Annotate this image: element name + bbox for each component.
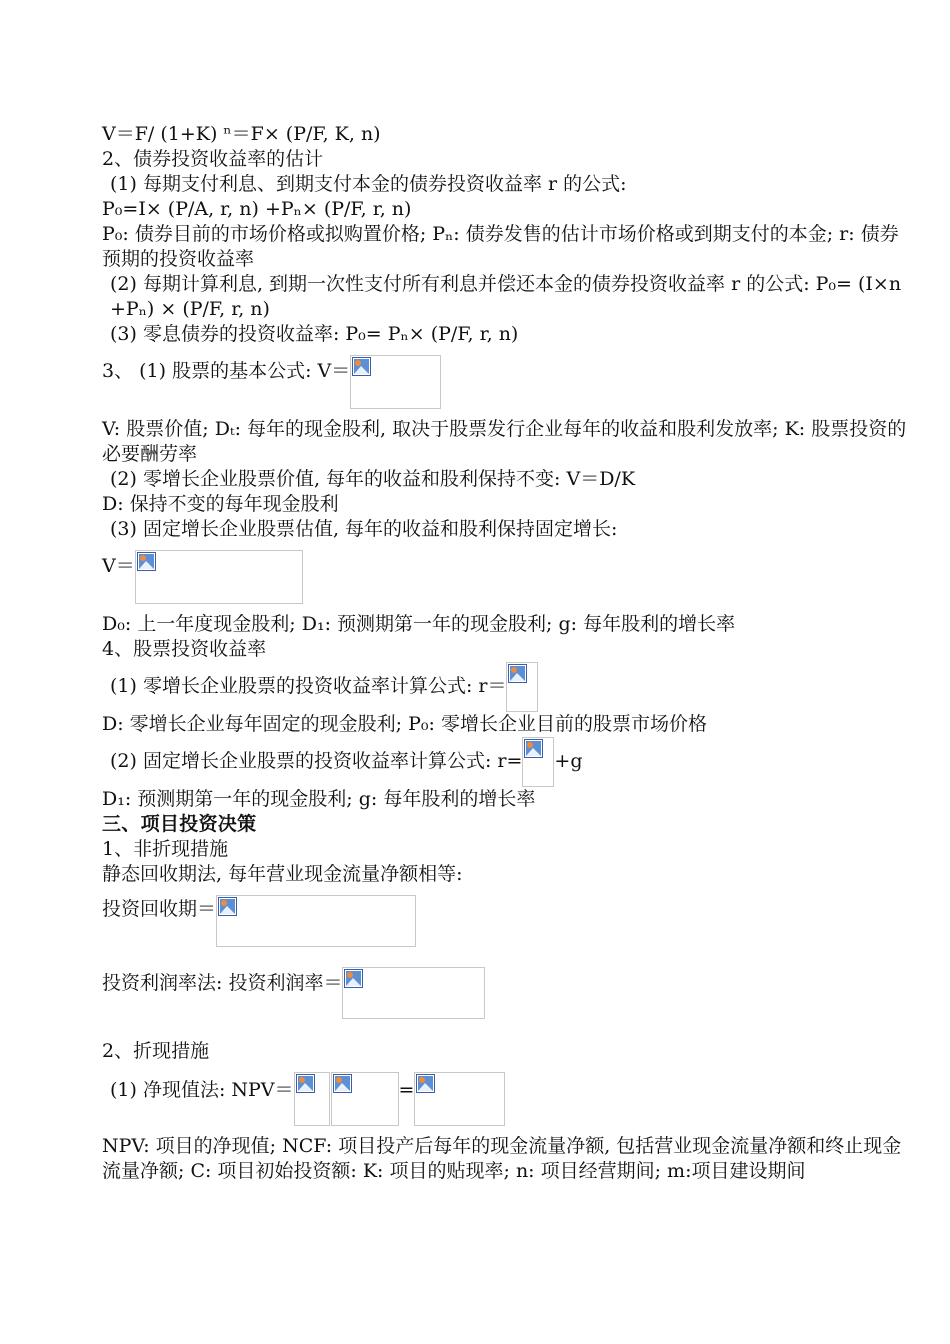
constant-growth-stock-value: (3) 固定增长企业股票估值, 每年的收益和股利保持固定增长: xyxy=(110,518,618,540)
section-stock-yield-heading: 4、股票投资收益率 xyxy=(102,638,267,660)
document-page xyxy=(102,122,908,1184)
bond-yield-formula-1: P₀=I× (P/A, r, n) +Pₙ× (P/F, r, n) xyxy=(102,198,412,220)
payback-period-label: 投资回收期＝ xyxy=(102,898,217,920)
broken-image-icon xyxy=(296,1074,315,1093)
broken-image-icon xyxy=(352,357,371,376)
formula-image-placeholder xyxy=(294,1072,330,1126)
bond-yield-case-1: (1) 每期支付利息、到期支付本金的债券投资收益率 r 的公式: xyxy=(110,173,627,195)
investment-profit-rate-label: 投资利润率法: 投资利润率＝ xyxy=(102,972,343,994)
broken-image-icon xyxy=(137,552,156,571)
zero-growth-stock-value: (2) 零增长企业股票价值, 每年的收益和股利保持不变: V＝D/K xyxy=(110,468,636,490)
constant-growth-yield-label: (2) 固定增长企业股票的投资收益率计算公式: r= xyxy=(110,750,523,772)
stock-value-legend: V: 股票价值; Dₜ: 每年的现金股利, 取决于股票发行企业每年的收益和股利发放率; K: 股票投资的必要酬劳率 xyxy=(102,418,907,465)
broken-image-icon xyxy=(218,897,237,916)
npv-legend: NPV: 项目的净现值; NCF: 项目投产后每年的现金流量净额, 包括营业现金流量净额和终止现金流量净额; C: 项目初始投资额: K: 项目的贴现率; n: 项目经营期间; m:项目建设期间 xyxy=(102,1135,902,1182)
constant-growth-formula-row xyxy=(102,550,908,604)
formula-image-placeholder xyxy=(331,1072,399,1126)
section-project-investment-heading: 三、项目投资决策 xyxy=(102,813,257,835)
broken-image-icon xyxy=(344,969,363,988)
investment-profit-rate-row xyxy=(102,967,908,1019)
constant-growth-legend: D₀: 上一年度现金股利; D₁: 预测期第一年的现金股利; g: 每年股利的增长率 xyxy=(102,613,736,635)
bond-yield-case-2: (2) 每期计算利息, 到期一次性支付所有利息并偿还本金的债券投资收益率 r 的公式: P₀= (I×n+Pₙ) × (P/F, r, n) xyxy=(110,273,902,320)
static-payback-intro: 静态回收期法, 每年营业现金流量净额相等: xyxy=(102,863,463,885)
formula-image-placeholder xyxy=(522,737,554,787)
formula-image-placeholder xyxy=(216,895,416,947)
section-bond-yield-heading: 2、债券投资收益率的估计 xyxy=(102,148,324,170)
bond-value-formula: V＝F/ (1+K) ⁿ＝F× (P/F, K, n) xyxy=(102,123,381,145)
broken-image-icon xyxy=(416,1074,435,1093)
payback-period-row xyxy=(102,895,908,947)
bond-yield-legend: P₀: 债券目前的市场价格或拟购置价格; Pₙ: 债券发售的估计市场价格或到期支付的本金; r: 债券预期的投资收益率 xyxy=(102,223,899,270)
formula-image-placeholder xyxy=(414,1072,505,1126)
broken-image-icon xyxy=(333,1074,352,1093)
constant-growth-yield-legend: D₁: 预测期第一年的现金股利; g: 每年股利的增长率 xyxy=(102,788,536,810)
stock-basic-formula-label: 3、 (1) 股票的基本公式: V＝ xyxy=(102,360,351,382)
formula-image-placeholder xyxy=(350,355,441,409)
broken-image-icon xyxy=(524,739,543,758)
bond-yield-case-3: (3) 零息债券的投资收益率: P₀= Pₙ× (P/F, r, n) xyxy=(110,323,519,345)
zero-growth-legend: D: 保持不变的每年现金股利 xyxy=(102,493,339,515)
zero-growth-yield-row xyxy=(102,662,908,712)
formula-image-placeholder xyxy=(342,967,485,1019)
npv-formula-label: (1) 净现值法: NPV＝ xyxy=(110,1079,294,1101)
zero-growth-yield-label: (1) 零增长企业股票的投资收益率计算公式: r＝ xyxy=(110,675,507,697)
npv-equals-sign: = xyxy=(398,1079,415,1101)
formula-image-placeholder xyxy=(135,550,303,604)
npv-formula-row xyxy=(102,1072,908,1126)
formula-image-placeholder xyxy=(506,662,538,712)
broken-image-icon xyxy=(508,664,527,683)
non-discount-methods-heading: 1、非折现措施 xyxy=(102,838,229,860)
zero-growth-yield-legend: D: 零增长企业每年固定的现金股利; P₀: 零增长企业目前的股票市场价格 xyxy=(102,713,707,735)
constant-growth-yield-row xyxy=(102,737,908,787)
constant-growth-formula-label: V＝ xyxy=(102,555,135,577)
discount-methods-heading: 2、折现措施 xyxy=(102,1040,210,1062)
constant-growth-yield-suffix: +g xyxy=(554,750,583,772)
stock-basic-formula-row xyxy=(102,355,908,409)
